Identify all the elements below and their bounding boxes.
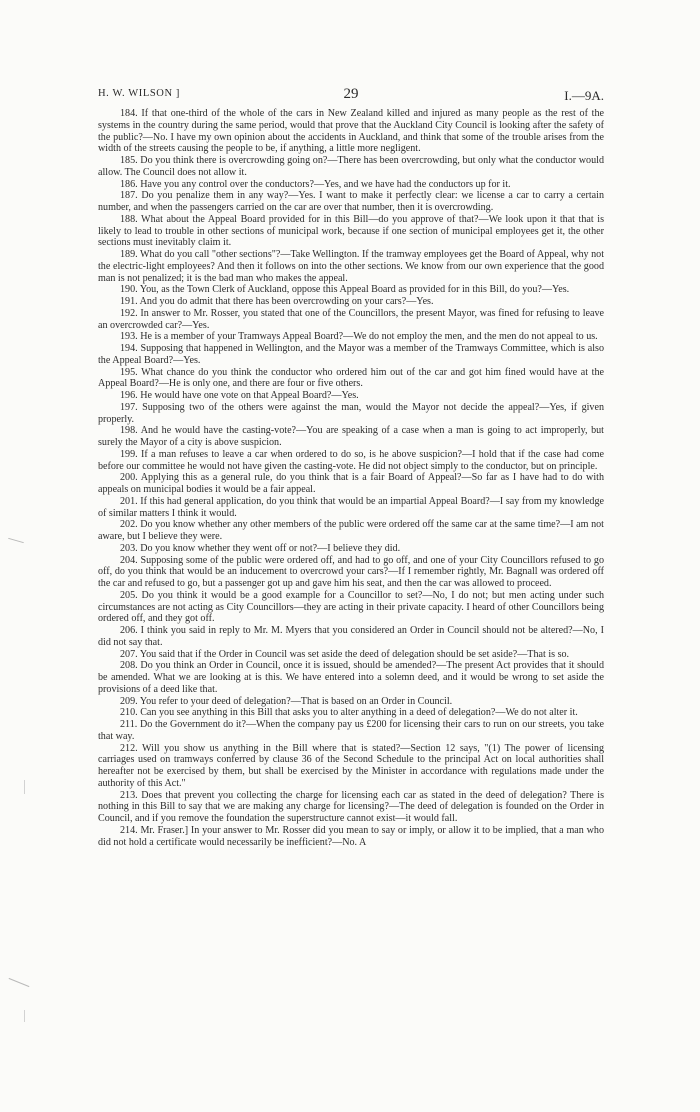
paragraph-185: 185. Do you think there is overcrowding going on?—There has been overcrowding, but only what the conductor would allow. The Council does not allow it. — [98, 155, 604, 178]
paragraph-193: 193. He is a member of your Tramways Appeal Board?—We do not employ the men, and the men do not appeal to us. — [120, 331, 598, 343]
paragraph-190: 190. You, as the Town Clerk of Auckland, oppose this Appeal Board as provided for in this Bill, do you?—Yes. — [120, 284, 570, 296]
paragraph-200: 200. Applying this as a general rule, do you think that is a fair Board of Appeal?—So far as I have had to do with appeals on municipal bodies it would be a fair appeal. — [98, 472, 604, 495]
paragraph-199: 199. If a man refuses to leave a car when ordered to do so, is he above suspicion?—I hold that if the case had come before our committee he would not have given the casting-vote. He did not object simply to the conductor, but on principle. — [98, 448, 604, 472]
paragraph-207: 207. You said that if the Order in Council was set aside the deed of delegation should be set aside?—That is so. — [120, 648, 570, 660]
paragraph-188: 188. What about the Appeal Board provided for in this Bill—do you approve of that?—We look upon it that that is likely to lead to trouble in other sections of municipal work, because if one section of municipal employees get it, the other sections must inevitably claim it. — [98, 213, 604, 249]
paragraph-203: 203. Do you know whether they went off or not?—I believe they did. — [120, 542, 401, 554]
paragraph-204: 204. Supposing some of the public were ordered off, and had to go off, and one of your City Councillors refused to go off, do you think that would be an inducement to overcrowd your cars?—If I remember rightly, Mr. Bagnall was ordered off the car and refused to go, but a passenger got up and gave him his seat, and then the car was allowed to proceed. — [98, 554, 604, 589]
header-witness-name: H. W. WILSON ] — [98, 88, 180, 99]
paragraph-205: 205. Do you think it would be a good example for a Councillor to set?—No, I do not; but men acting under such circumstances are not acting as City Councillors—they are acting in their private capacity. I heard of other Councillors being ordered off, and they got off. — [98, 589, 604, 625]
evidence-text — [98, 108, 604, 848]
margin-mark — [24, 780, 25, 794]
paragraph-198: 198. And he would have the casting-vote?—You are speaking of a case when a man is going to act improperly, but surely the Mayor of a city is above suspicion. — [98, 425, 604, 448]
paragraph-196: 196. He would have one vote on that Appeal Board?—Yes. — [120, 390, 359, 401]
paragraph-208: 208. Do you think an Order in Council, once it is issued, should be amended?—The present Act provides that it should be amended. What we are looking at is this. We have entered into a solemn deed, and it would be wrong to set aside the provisions of a deed like that. — [98, 660, 604, 695]
margin-mark — [8, 538, 24, 543]
paragraph-186: 186. Have you any control over the conductors?—Yes, and we have had the conductors up for it. — [120, 178, 511, 190]
paragraph-211: 211. Do the Government do it?—When the company pay us £200 for licensing their cars to run on our streets, you take that way. — [98, 719, 604, 742]
paragraph-210: 210. Can you see anything in this Bill that asks you to alter anything in a deed of delegation?—We do not alter it. — [120, 707, 578, 719]
margin-mark — [24, 1010, 25, 1022]
paragraph-202: 202. Do you know whether any other members of the public were ordered off the same car at the same time?—I am not aware, but I believe they were. — [98, 519, 604, 542]
paragraph-195: 195. What chance do you think the conductor who ordered him out of the car and got him fined would have at the Appeal Board?—He is only one, and there are four or five others. — [98, 366, 604, 390]
paragraph-194: 194. Supposing that happened in Wellington, and the Mayor was a member of the Tramways Committee, which is also the Appeal Board?—Yes. — [98, 343, 604, 366]
paragraph-206: 206. I think you said in reply to Mr. M. Myers that you considered an Order in Council should not be altered?—No, I did not say that. — [98, 625, 604, 648]
paragraph-209: 209. You refer to your deed of delegation?—That is based on an Order in Council. — [120, 695, 453, 707]
paragraph-201: 201. If this had general application, do you think that would be an impartial Appeal Board?—I say from my knowledge of similar matters I think it would. — [98, 495, 604, 519]
document-reference: I.—9A. — [564, 88, 604, 103]
paragraph-187: 187. Do you penalize them in any way?—Yes. I want to make it perfectly clear: we license a car to carry a certain number, and when the passengers carried on the car are over that number, then it is overcrowding. — [98, 190, 604, 213]
page-number: 29 — [343, 86, 359, 102]
paragraph-214: 214. Mr. Fraser.] In your answer to Mr. Rosser did you mean to say or imply, or allow it to be implied, that a man who did not hold a certificate would necessarily be inefficient?—No. A — [98, 824, 604, 848]
paragraph-184: 184. If that one-third of the whole of the cars in New Zealand killed and injured as many people as the rest of the systems in the country during the same period, would that prove that the Auckland City Council is looking after the safety of the public?—No. I have my own opinion about the accidents in Auckland, and think that some of the trouble arises from the width of the streets causing the people to be, if anything, a little more negligent. — [98, 108, 604, 155]
paragraph-197: 197. Supposing two of the others were against the man, would the Mayor not decide the appeal?—Yes, if given properly. — [98, 401, 604, 425]
margin-mark — [9, 978, 30, 987]
paragraph-192: 192. In answer to Mr. Rosser, you stated that one of the Councillors, the present Mayor, was fined for refusing to leave an overcrowded car?—Yes. — [98, 307, 604, 331]
paragraph-189: 189. What do you call "other sections"?—Take Wellington. If the tramway employees get the Board of Appeal, why not the electric-light employees? And then it follows on into the other sections. We know from our own experience that the good man is not penalized; it is the bad man who makes the appeal. — [98, 249, 604, 284]
paragraph-191: 191. And you do admit that there has been overcrowding on your cars?—Yes. — [120, 296, 434, 307]
paragraph-213: 213. Does that prevent you collecting the charge for licensing each car as stated in the deed of delegation? There is nothing in this Bill to say that we are making any charge for licensing?—The deed of delegation is founded on the Order in Council, and if you remove the foundation the superstructure cannot exist—it would fall. — [98, 789, 604, 824]
page-header — [98, 86, 604, 104]
paragraph-212: 212. Will you show us anything in the Bill where that is stated?—Section 12 says, "(1) The power of licensing carriages used on tramways conferred by clause 36 of the Second Schedule to the principal Act on local authorities shall hereafter not be exercised by them, but shall be exercised by the Minister in accordance with regulations made under the authority of this Act." — [98, 742, 604, 789]
